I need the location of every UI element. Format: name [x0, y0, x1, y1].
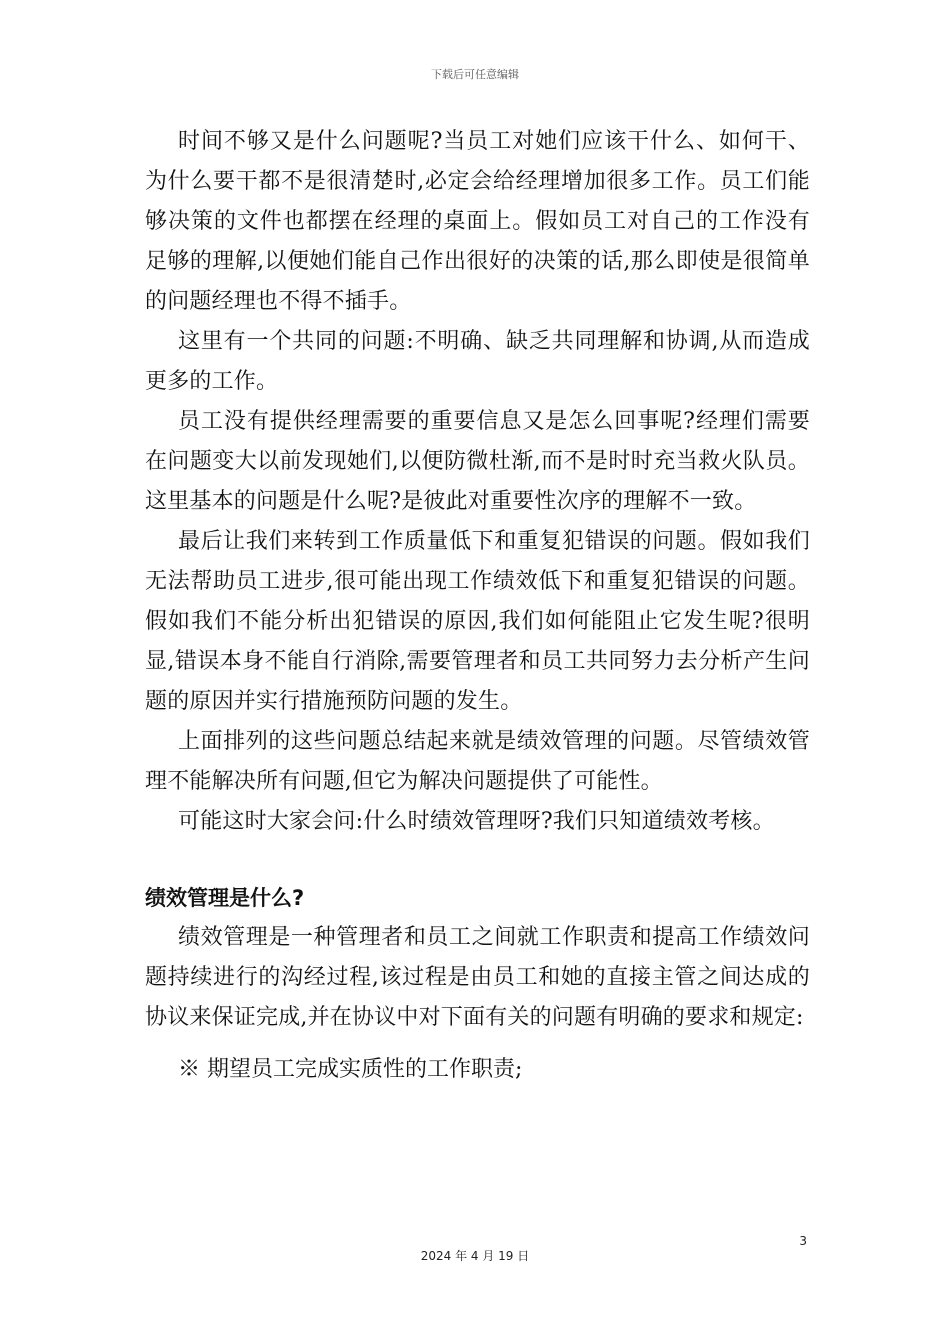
page-date: 2024 年 4 月 19 日	[420, 1249, 530, 1263]
page-header: 下载后可任意编辑	[431, 68, 519, 81]
section-heading: 绩效管理是什么?	[145, 886, 305, 910]
bullet-item: ※ 期望员工完成实质性的工作职责;	[178, 1057, 523, 1082]
paragraph: 可能这时大家会问:什么时绩效管理呀?我们只知道绩效考核。	[178, 809, 775, 834]
paragraph: 员工没有提供经理需要的重要信息又是怎么回事呢?经理们需要在问题变大以前发现她们,以便防微杜渐,而不是时时充当救火队员。这里基本的问题是什么呢?是彼此对重要性次序的理解不一致。	[145, 409, 810, 514]
paragraph: 绩效管理是一种管理者和员工之间就工作职责和提高工作绩效问题持续进行的沟经过程,该过程是由员工和她的直接主管之间达成的协议来保证完成,并在协议中对下面有关的问题有明确的要求和规定:	[145, 925, 810, 1030]
paragraph: 最后让我们来转到工作质量低下和重复犯错误的问题。假如我们无法帮助员工进步,很可能出现工作绩效低下和重复犯错误的问题。假如我们不能分析出犯错误的原因,我们如何能阻止它发生呢?很明显,错误本身不能自行消除,需要管理者和员工共同努力去分析产生问题的原因并实行措施预防问题的发生。	[145, 529, 810, 714]
paragraph: 时间不够又是什么问题呢?当员工对她们应该干什么、如何干、为什么要干都不是很清楚时,必定会给经理增加很多工作。员工们能够决策的文件也都摆在经理的桌面上。假如员工对自己的工作没有足够的理解,以便她们能自己作出很好的决策的话,那么即使是很简单的问题经理也不得不插手。	[145, 129, 810, 314]
paragraph: 上面排列的这些问题总结起来就是绩效管理的问题。尽管绩效管理不能解决所有问题,但它为解决问题提供了可能性。	[145, 729, 810, 794]
document-body	[145, 122, 810, 1090]
page-number: 3	[799, 1234, 807, 1248]
paragraph: 这里有一个共同的问题:不明确、缺乏共同理解和协调,从而造成更多的工作。	[145, 329, 810, 394]
section-spacer	[145, 842, 810, 878]
